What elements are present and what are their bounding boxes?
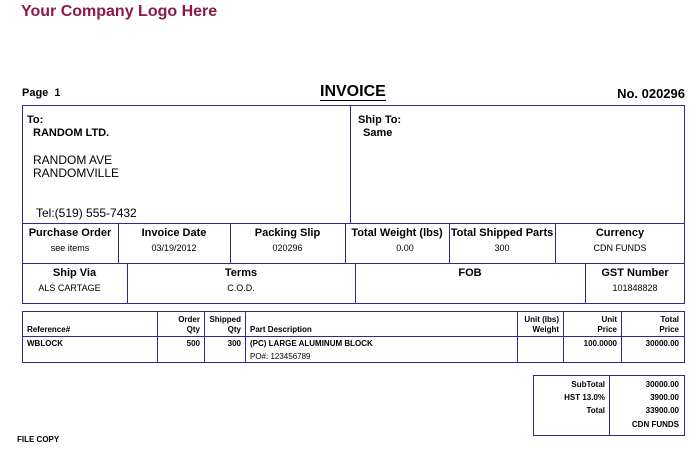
- row-unit-price: 100.0000: [583, 339, 617, 348]
- items-column-divider: [245, 311, 246, 363]
- bill-to-address-line1: RANDOM AVE: [33, 153, 113, 167]
- subtotal-label: SubTotal: [571, 380, 605, 389]
- col-header-order-qty-line1: Order: [178, 315, 200, 324]
- ship-to-name: Same: [363, 127, 393, 139]
- total-weight-label: Total Weight (lbs): [351, 227, 443, 239]
- bill-to-label: To:: [27, 114, 44, 126]
- page-number: 1: [54, 87, 61, 99]
- total-weight-value: 0.00: [396, 243, 414, 253]
- row-reference: WBLOCK: [27, 339, 63, 348]
- page-indicator: [22, 87, 61, 99]
- tax-value: 3900.00: [650, 393, 679, 402]
- currency-label: Currency: [595, 227, 645, 239]
- col-header-description: Part Description: [250, 325, 312, 334]
- ship-to-label: Ship To:: [358, 114, 402, 126]
- row-po-number: PO#: 123456789: [250, 352, 311, 361]
- col-header-shipped-qty-line2: Qty: [227, 325, 241, 334]
- document-title: INVOICE: [320, 83, 386, 100]
- terms-label: Terms: [224, 267, 258, 279]
- col-header-order-qty-line2: Qty: [186, 325, 200, 334]
- ship-via-label: Ship Via: [52, 267, 97, 279]
- tax-label: HST 13.0%: [564, 393, 605, 402]
- subtotal-value: 30000.00: [645, 380, 679, 389]
- row-total-price: 30000.00: [645, 339, 679, 348]
- purchase-order-value: see items: [50, 243, 90, 253]
- total-shipped-parts-value: 300: [494, 243, 510, 253]
- purchase-order-label: Purchase Order: [28, 227, 112, 239]
- file-copy-label: FILE COPY: [17, 435, 60, 444]
- col-header-total-price-line2: Price: [659, 325, 679, 334]
- currency-value: CDN FUNDS: [593, 243, 647, 253]
- company-logo-text: Your Company Logo Here: [21, 3, 218, 20]
- bill-to-phone: Tel:(519) 555-7432: [36, 206, 137, 220]
- row-order-qty: 500: [186, 339, 200, 348]
- total-value: 33900.00: [645, 406, 679, 415]
- terms-value: C.O.D.: [227, 283, 255, 293]
- packing-slip-value: 020296: [272, 243, 303, 253]
- invoice-number: No. 020296: [617, 86, 685, 101]
- col-header-unit-weight-line2: Weight: [532, 325, 559, 334]
- address-divider: [350, 105, 351, 224]
- packing-slip-label: Packing Slip: [254, 227, 321, 239]
- total-shipped-parts-label: Total Shipped Parts: [450, 227, 554, 239]
- col-header-unit-price-line1: Unit: [601, 315, 617, 324]
- col-header-reference: Reference#: [27, 325, 71, 334]
- row-shipped-qty: 300: [227, 339, 241, 348]
- invoice-date-value: 03/19/2012: [151, 243, 197, 253]
- total-label: Total: [586, 406, 605, 415]
- items-table-header-divider: [22, 336, 685, 337]
- col-header-shipped-qty-line1: Shipped: [209, 315, 241, 324]
- totals-currency: CDN FUNDS: [631, 420, 679, 429]
- page-label: Page: [22, 87, 49, 99]
- col-header-unit-price-line2: Price: [597, 325, 617, 334]
- ship-via-value: ALS CARTAGE: [38, 283, 101, 293]
- bill-to-address-line2: RANDOMVILLE: [33, 166, 120, 180]
- row-description: (PC) LARGE ALUMINUM BLOCK: [250, 339, 373, 348]
- invoice-date-label: Invoice Date: [141, 227, 207, 239]
- fob-label: FOB: [458, 267, 482, 279]
- col-header-total-price-line1: Total: [660, 315, 679, 324]
- bill-to-name: RANDOM LTD.: [33, 127, 110, 139]
- col-header-unit-weight-line1: Unit (lbs): [524, 315, 559, 324]
- gst-number-value: 101848828: [612, 283, 658, 293]
- gst-number-label: GST Number: [601, 267, 669, 279]
